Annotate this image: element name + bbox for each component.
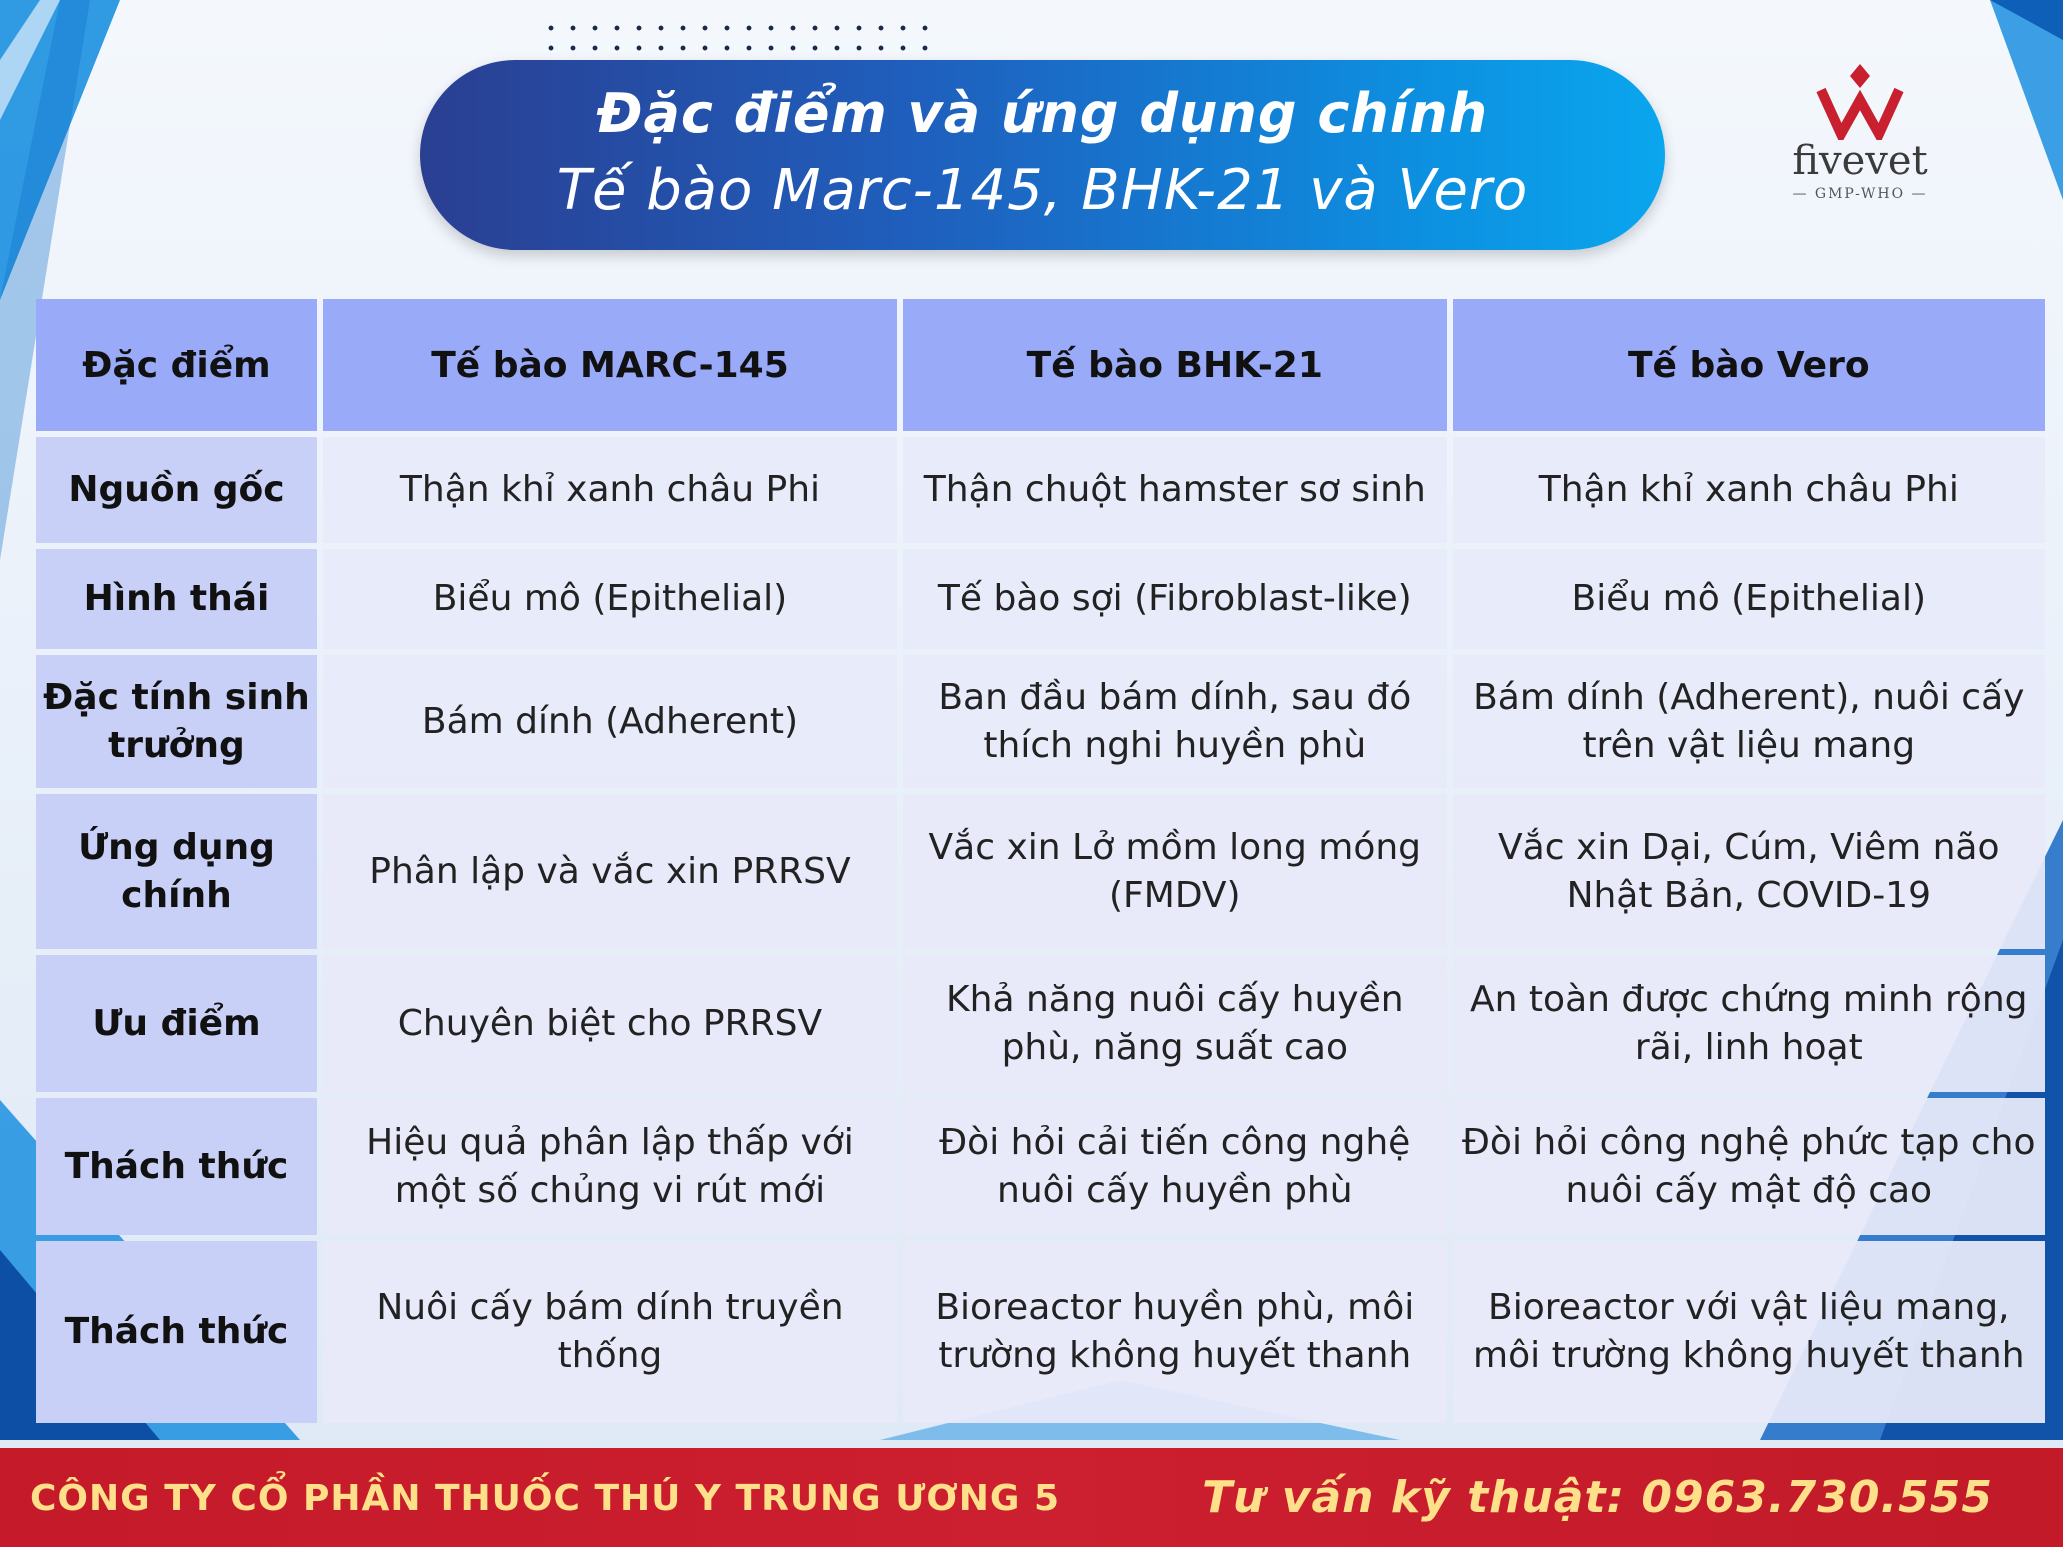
column-header: Tế bào Vero <box>1453 299 2045 431</box>
title-banner <box>420 60 1665 250</box>
footer-company-name: CÔNG TY CỔ PHẦN THUỐC THÚ Y TRUNG ƯƠNG 5 <box>30 1478 1061 1519</box>
row-label: Thách thức <box>36 1241 317 1423</box>
logo-subtitle: — GMP-WHO — <box>1792 186 1928 202</box>
table-cell: Bám dính (Adherent) <box>323 655 897 788</box>
table-cell: Ban đầu bám dính, sau đó thích nghi huyền phù <box>903 655 1447 788</box>
table-cell: Bioreactor với vật liệu mang, môi trường không huyết thanh <box>1453 1241 2045 1423</box>
comparison-table-wrap <box>36 293 2036 1429</box>
row-label: Thách thức <box>36 1098 317 1235</box>
row-label: Ứng dụng chính <box>36 794 317 949</box>
table-cell: Hiệu quả phân lập thấp với một số chủng vi rút mới <box>323 1098 897 1235</box>
comparison-table <box>30 293 2051 1429</box>
table-header-row <box>36 299 2045 431</box>
table-cell: Tế bào sợi (Fibroblast-like) <box>903 549 1447 649</box>
table-row <box>36 955 2045 1092</box>
table-row <box>36 1098 2045 1235</box>
table-cell: Biểu mô (Epithelial) <box>1453 549 2045 649</box>
row-label: Đặc tính sinh trưởng <box>36 655 317 788</box>
table-cell: Đòi hỏi cải tiến công nghệ nuôi cấy huyền phù <box>903 1098 1447 1235</box>
footer-hotline: Tư vấn kỹ thuật: 0963.730.555 <box>1202 1472 1993 1523</box>
table-row <box>36 655 2045 788</box>
table-cell: Vắc xin Lở mồm long móng (FMDV) <box>903 794 1447 949</box>
decorative-dots <box>540 18 940 58</box>
table-row <box>36 794 2045 949</box>
table-cell: Đòi hỏi công nghệ phức tạp cho nuôi cấy mật độ cao <box>1453 1098 2045 1235</box>
table-cell: Bioreactor huyền phù, môi trường không huyết thanh <box>903 1241 1447 1423</box>
table-cell: An toàn được chứng minh rộng rãi, linh hoạt <box>1453 955 2045 1092</box>
table-cell: Khả năng nuôi cấy huyền phù, năng suất cao <box>903 955 1447 1092</box>
table-row <box>36 437 2045 543</box>
table-cell: Phân lập và vắc xin PRRSV <box>323 794 897 949</box>
page-subtitle: Tế bào Marc-145, BHK-21 và Vero <box>556 158 1529 223</box>
table-row <box>36 549 2045 649</box>
column-header: Tế bào BHK-21 <box>903 299 1447 431</box>
logo-name: fivevet <box>1792 138 1928 184</box>
row-label: Nguồn gốc <box>36 437 317 543</box>
column-header: Đặc điểm <box>36 299 317 431</box>
table-cell: Thận khỉ xanh châu Phi <box>323 437 897 543</box>
table-cell: Vắc xin Dại, Cúm, Viêm não Nhật Bản, COVID-19 <box>1453 794 2045 949</box>
table-cell: Bám dính (Adherent), nuôi cấy trên vật liệu mang <box>1453 655 2045 788</box>
table-cell: Biểu mô (Epithelial) <box>323 549 897 649</box>
company-logo <box>1780 60 1940 210</box>
table-cell: Thận khỉ xanh châu Phi <box>1453 437 2045 543</box>
table-cell: Nuôi cấy bám dính truyền thống <box>323 1241 897 1423</box>
page-title: Đặc điểm và ứng dụng chính <box>596 82 1489 145</box>
column-header: Tế bào MARC-145 <box>323 299 897 431</box>
footer-bar <box>0 1448 2063 1547</box>
table-cell: Chuyên biệt cho PRRSV <box>323 955 897 1092</box>
table-cell: Thận chuột hamster sơ sinh <box>903 437 1447 543</box>
row-label: Hình thái <box>36 549 317 649</box>
fivevet-logo-mark-icon <box>1815 60 1905 140</box>
table-row <box>36 1241 2045 1423</box>
row-label: Ưu điểm <box>36 955 317 1092</box>
